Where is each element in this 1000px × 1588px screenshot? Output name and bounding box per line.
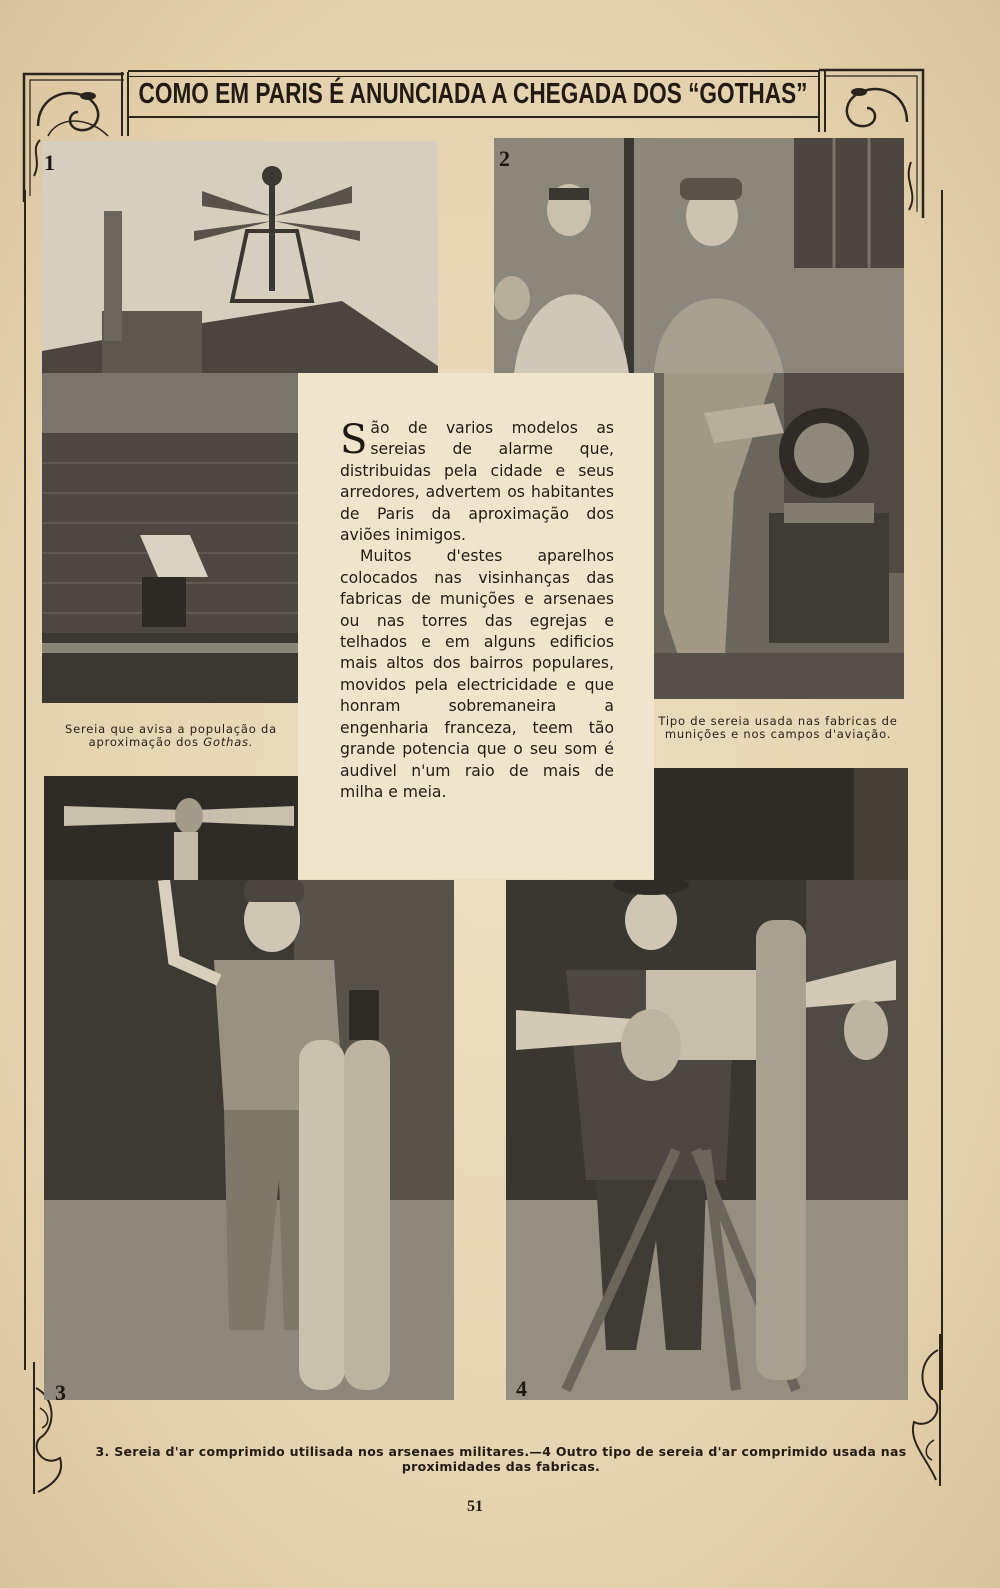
photo-1-caption-italic: Gothas. <box>203 735 254 749</box>
photo-2-caption: Tipo de sereia usada nas fabricas de munições e nos campos d'aviação. <box>658 714 898 741</box>
photo-1-number: 1 <box>44 150 55 175</box>
article-body <box>340 418 614 803</box>
photo-2-number: 2 <box>499 146 510 171</box>
article-paragraph-1-text: ão de varios modelos as sereias de alarme que, distribuidas pela cidade e seus arredores, advertem os habitantes de Paris da aproximação dos aviões inimigos. <box>340 419 614 545</box>
page-number: 51 <box>467 1498 483 1515</box>
photo-1-rooftop-siren-upper <box>42 141 438 373</box>
photo-2-hand-siren-upper <box>494 138 904 374</box>
photo-1-rooftop-siren-lower <box>42 373 298 703</box>
photo-4-tripod-siren-lower <box>506 880 908 1400</box>
dropcap-letter: S <box>340 417 368 463</box>
photo-3-number: 3 <box>55 1380 66 1405</box>
frame-left-rule <box>24 190 26 1370</box>
photo-3-air-siren-lower <box>44 880 454 1400</box>
photo-4-number: 4 <box>516 1376 527 1401</box>
photo-4-tripod-siren-upper <box>654 768 908 880</box>
article-paragraph-2: Muitos d'estes aparelhos colocados nas visinhanças das fabricas de munições e arsenaes ou nas torres das egrejas e telhados e em alguns edificios mais altos dos bairros populares, movidos pela electricidade e que honram sobremaneira a engenharia franceza, teem tão grande potencia que o seu som é audivel n'um raio de mais de milha e meia. <box>340 547 614 801</box>
photo-1-caption-text: Sereia que avisa a população da aproximação dos <box>65 722 277 749</box>
photo-2-hand-siren-lower <box>654 373 904 699</box>
article-paragraph-1 <box>340 418 614 546</box>
bottom-caption: 3. Sereia d'ar comprimido utilisada nos arsenaes militares.—4 Outro tipo de sereia d'ar comprimido usada nas proximidades das fabricas. <box>95 1444 907 1474</box>
frame-right-rule <box>941 190 943 1390</box>
title-rule-bottom <box>128 116 818 118</box>
photo-1-caption <box>44 723 298 749</box>
photo-3-air-siren-upper <box>44 776 298 880</box>
page-title: COMO EM PARIS É ANUNCIADA A CHEGADA DOS “GOTHAS” <box>138 77 808 110</box>
